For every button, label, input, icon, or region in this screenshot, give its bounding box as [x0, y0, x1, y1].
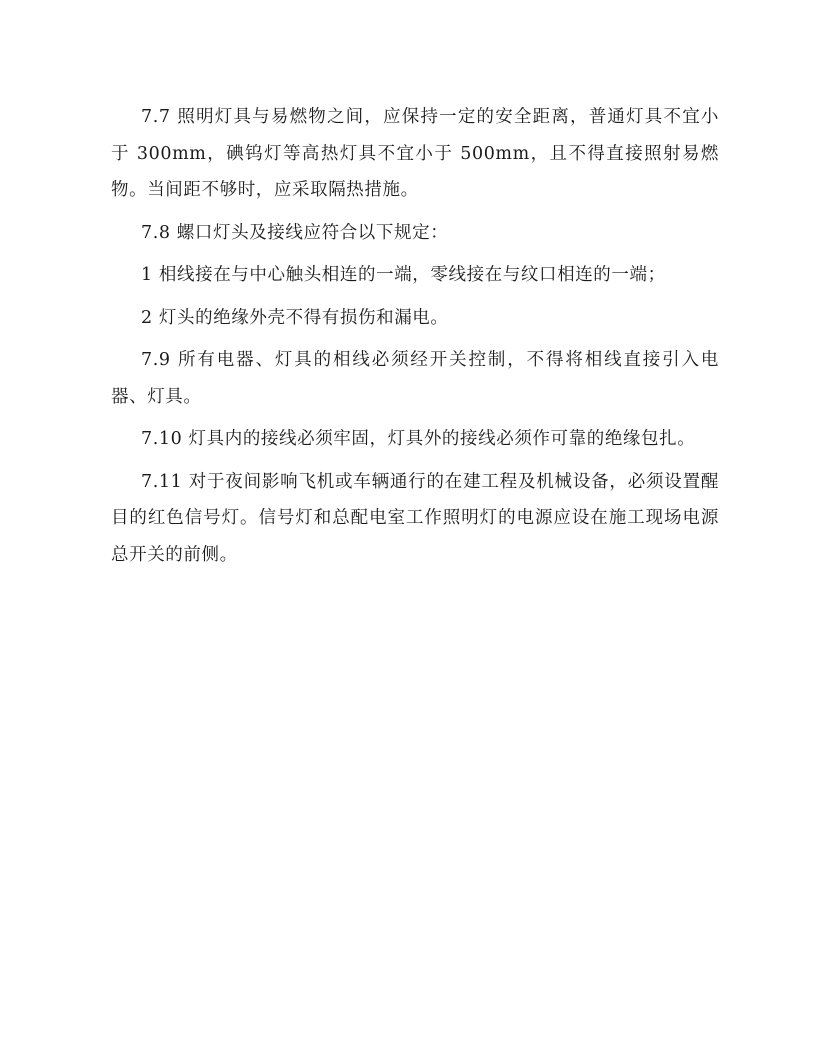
clause-7-8-item-2: 2 灯头的绝缘外壳不得有损伤和漏电。: [141, 307, 449, 328]
clause-7-8: 7.8 螺口灯头及接线应符合以下规定：: [141, 222, 449, 243]
document-body: [111, 99, 719, 579]
clause-7-8-item-1: 1 相线接在与中心触头相连的一端，零线接在与纹口相连的一端；: [141, 265, 666, 285]
clause-7-9: 7.9 所有电器、灯具的相线必须经开关控制，不得将相线直接引入电器、灯具。: [111, 350, 719, 407]
clause-7-11: 7.11 对于夜间影响飞机或车辆通行的在建工程及机械设备，必须设置醒目的红色信号灯。信号灯和总配电室工作照明灯的电源应设在施工现场电源总开关的前侧。: [111, 471, 719, 565]
clause-7-7: 7.7 照明灯具与易燃物之间，应保持一定的安全距离，普通灯具不宜小于 300mm，碘钨灯等高热灯具不宜小于 500mm，且不得直接照射易燃物。当间距不够时，应采取隔热措施。: [111, 107, 719, 200]
clause-7-10: 7.10 灯具内的接线必须牢固，灯具外的接线必须作可靠的绝缘包扎。: [141, 429, 696, 449]
